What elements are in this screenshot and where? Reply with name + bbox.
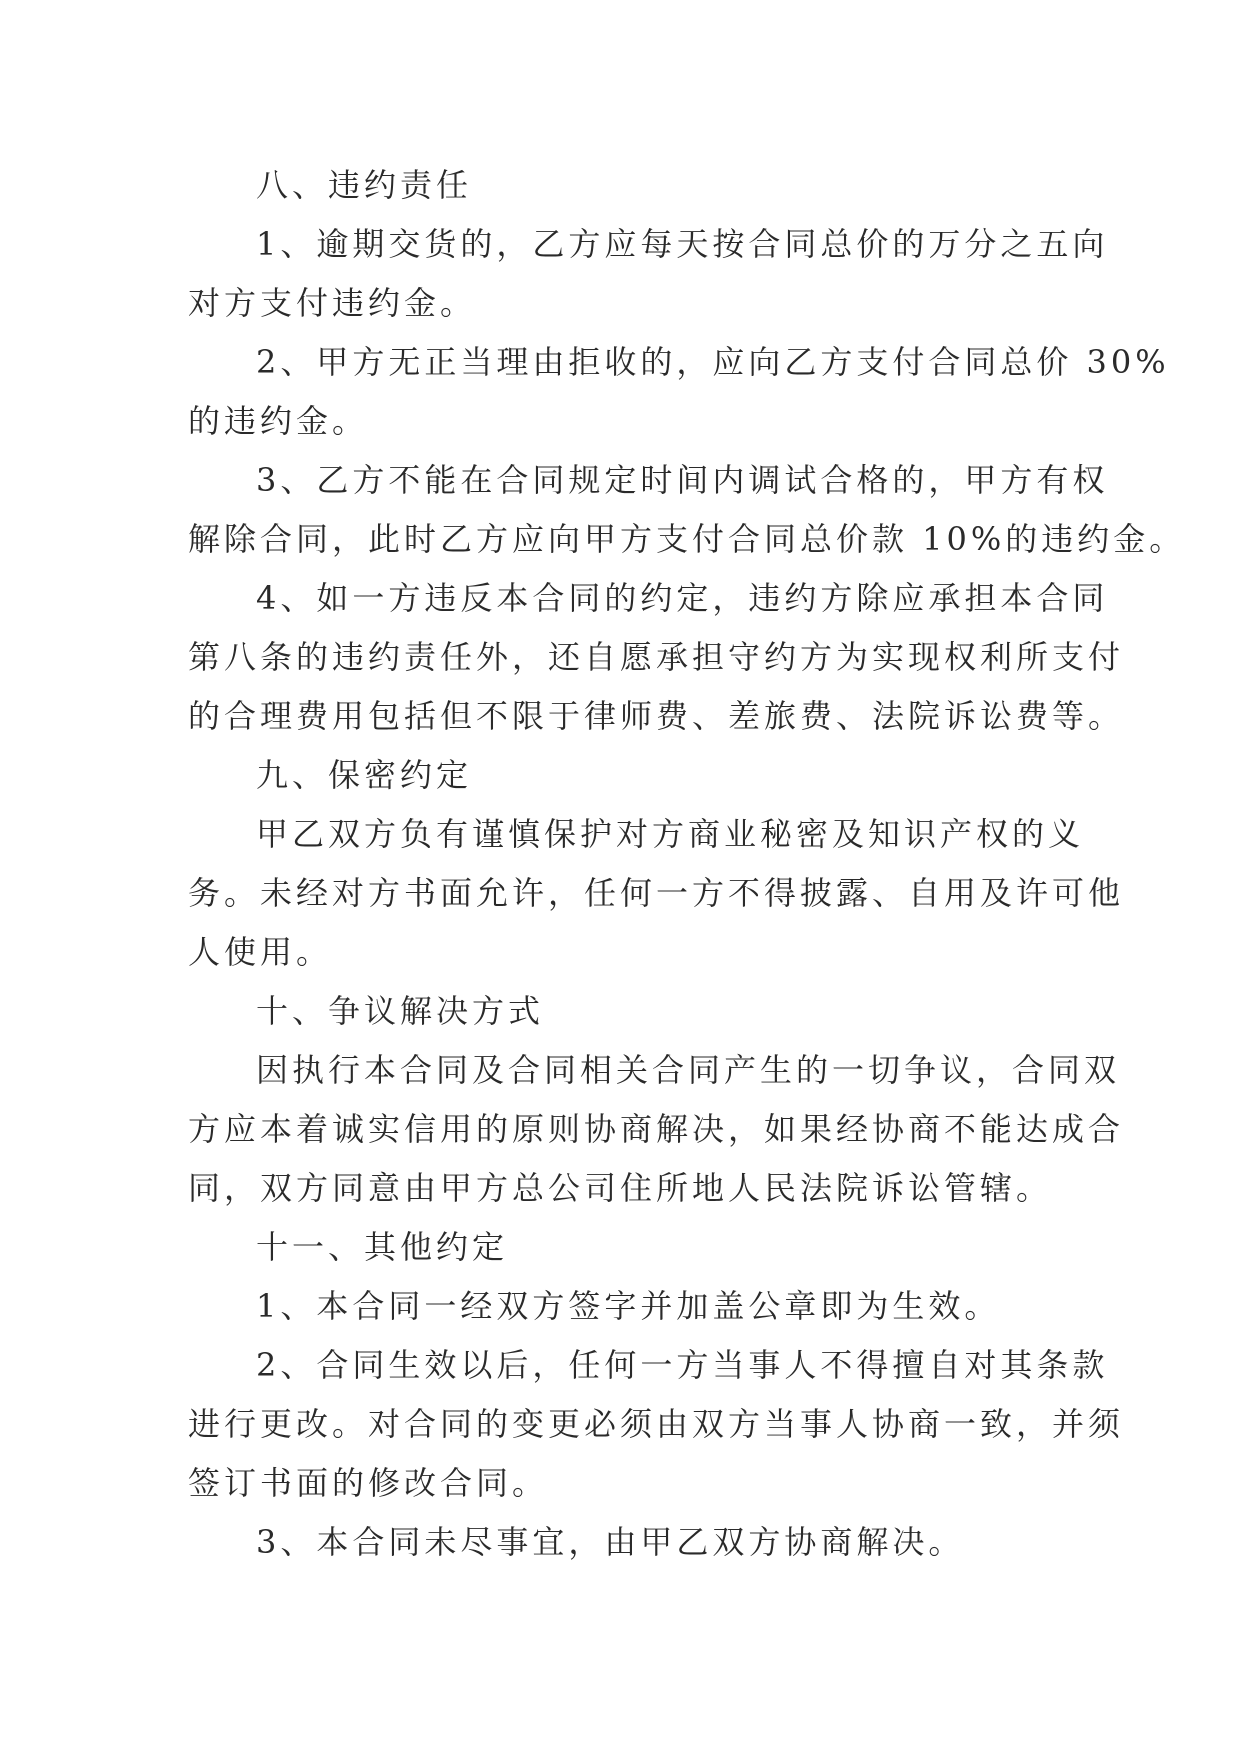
paragraph-line: 2、合同生效以后，任何一方当事人不得擅自对其条款 bbox=[256, 1346, 1109, 1384]
clause-dispute-resolution bbox=[188, 1041, 1125, 1218]
clause-late-delivery bbox=[188, 215, 1109, 333]
clause-confidentiality bbox=[188, 805, 1125, 982]
section-heading-dispute bbox=[188, 982, 1068, 1041]
document-body bbox=[188, 156, 1186, 1572]
paragraph-line: 签订书面的修改合同。 bbox=[188, 1464, 549, 1502]
paragraph-line: 的合理费用包括但不限于律师费、差旅费、法院诉讼费等。 bbox=[188, 697, 1125, 735]
paragraph-line: 4、如一方违反本合同的约定，违约方除应承担本合同 bbox=[256, 579, 1109, 617]
paragraph-line: 甲乙双方负有谨慎保护对方商业秘密及知识产权的义 bbox=[256, 815, 1085, 853]
section-heading-other bbox=[188, 1218, 1068, 1277]
paragraph-line: 的违约金。 bbox=[188, 402, 369, 440]
heading-text: 九、保密约定 bbox=[256, 756, 473, 794]
paragraph-line: 因执行本合同及合同相关合同产生的一切争议，合同双 bbox=[256, 1051, 1121, 1089]
paragraph-line: 3、本合同未尽事宜，由甲乙双方协商解决。 bbox=[256, 1523, 965, 1561]
paragraph-line: 3、乙方不能在合同规定时间内调试合格的，甲方有权 bbox=[256, 461, 1109, 499]
clause-unresolved-matters bbox=[188, 1513, 1068, 1572]
paragraph-line: 方应本着诚实信用的原则协商解决，如果经协商不能达成合 bbox=[188, 1110, 1125, 1148]
heading-text: 八、违约责任 bbox=[256, 166, 473, 204]
clause-breach-costs bbox=[188, 569, 1125, 746]
clause-refusal bbox=[188, 333, 1170, 451]
clause-amendments bbox=[188, 1336, 1125, 1513]
heading-text: 十一、其他约定 bbox=[256, 1228, 509, 1266]
section-heading-breach bbox=[188, 156, 1068, 215]
clause-effectiveness bbox=[188, 1277, 1068, 1336]
paragraph-line: 解除合同，此时乙方应向甲方支付合同总价款 10%的违约金。 bbox=[188, 520, 1186, 558]
paragraph-line: 人使用。 bbox=[188, 933, 333, 971]
paragraph-line: 进行更改。对合同的变更必须由双方当事人协商一致，并须 bbox=[188, 1405, 1125, 1443]
paragraph-line: 对方支付违约金。 bbox=[188, 284, 477, 322]
section-heading-confidentiality bbox=[188, 746, 1068, 805]
paragraph-line: 1、逾期交货的，乙方应每天按合同总价的万分之五向 bbox=[256, 225, 1109, 263]
heading-text: 十、争议解决方式 bbox=[256, 992, 545, 1030]
paragraph-line: 2、甲方无正当理由拒收的，应向乙方支付合同总价 30% bbox=[256, 343, 1170, 381]
paragraph-line: 同，双方同意由甲方总公司住所地人民法院诉讼管辖。 bbox=[188, 1169, 1053, 1207]
clause-commissioning-failure bbox=[188, 451, 1186, 569]
paragraph-line: 务。未经对方书面允许，任何一方不得披露、自用及许可他 bbox=[188, 874, 1125, 912]
paragraph-line: 第八条的违约责任外，还自愿承担守约方为实现权利所支付 bbox=[188, 638, 1125, 676]
paragraph-line: 1、本合同一经双方签字并加盖公章即为生效。 bbox=[256, 1287, 1001, 1325]
